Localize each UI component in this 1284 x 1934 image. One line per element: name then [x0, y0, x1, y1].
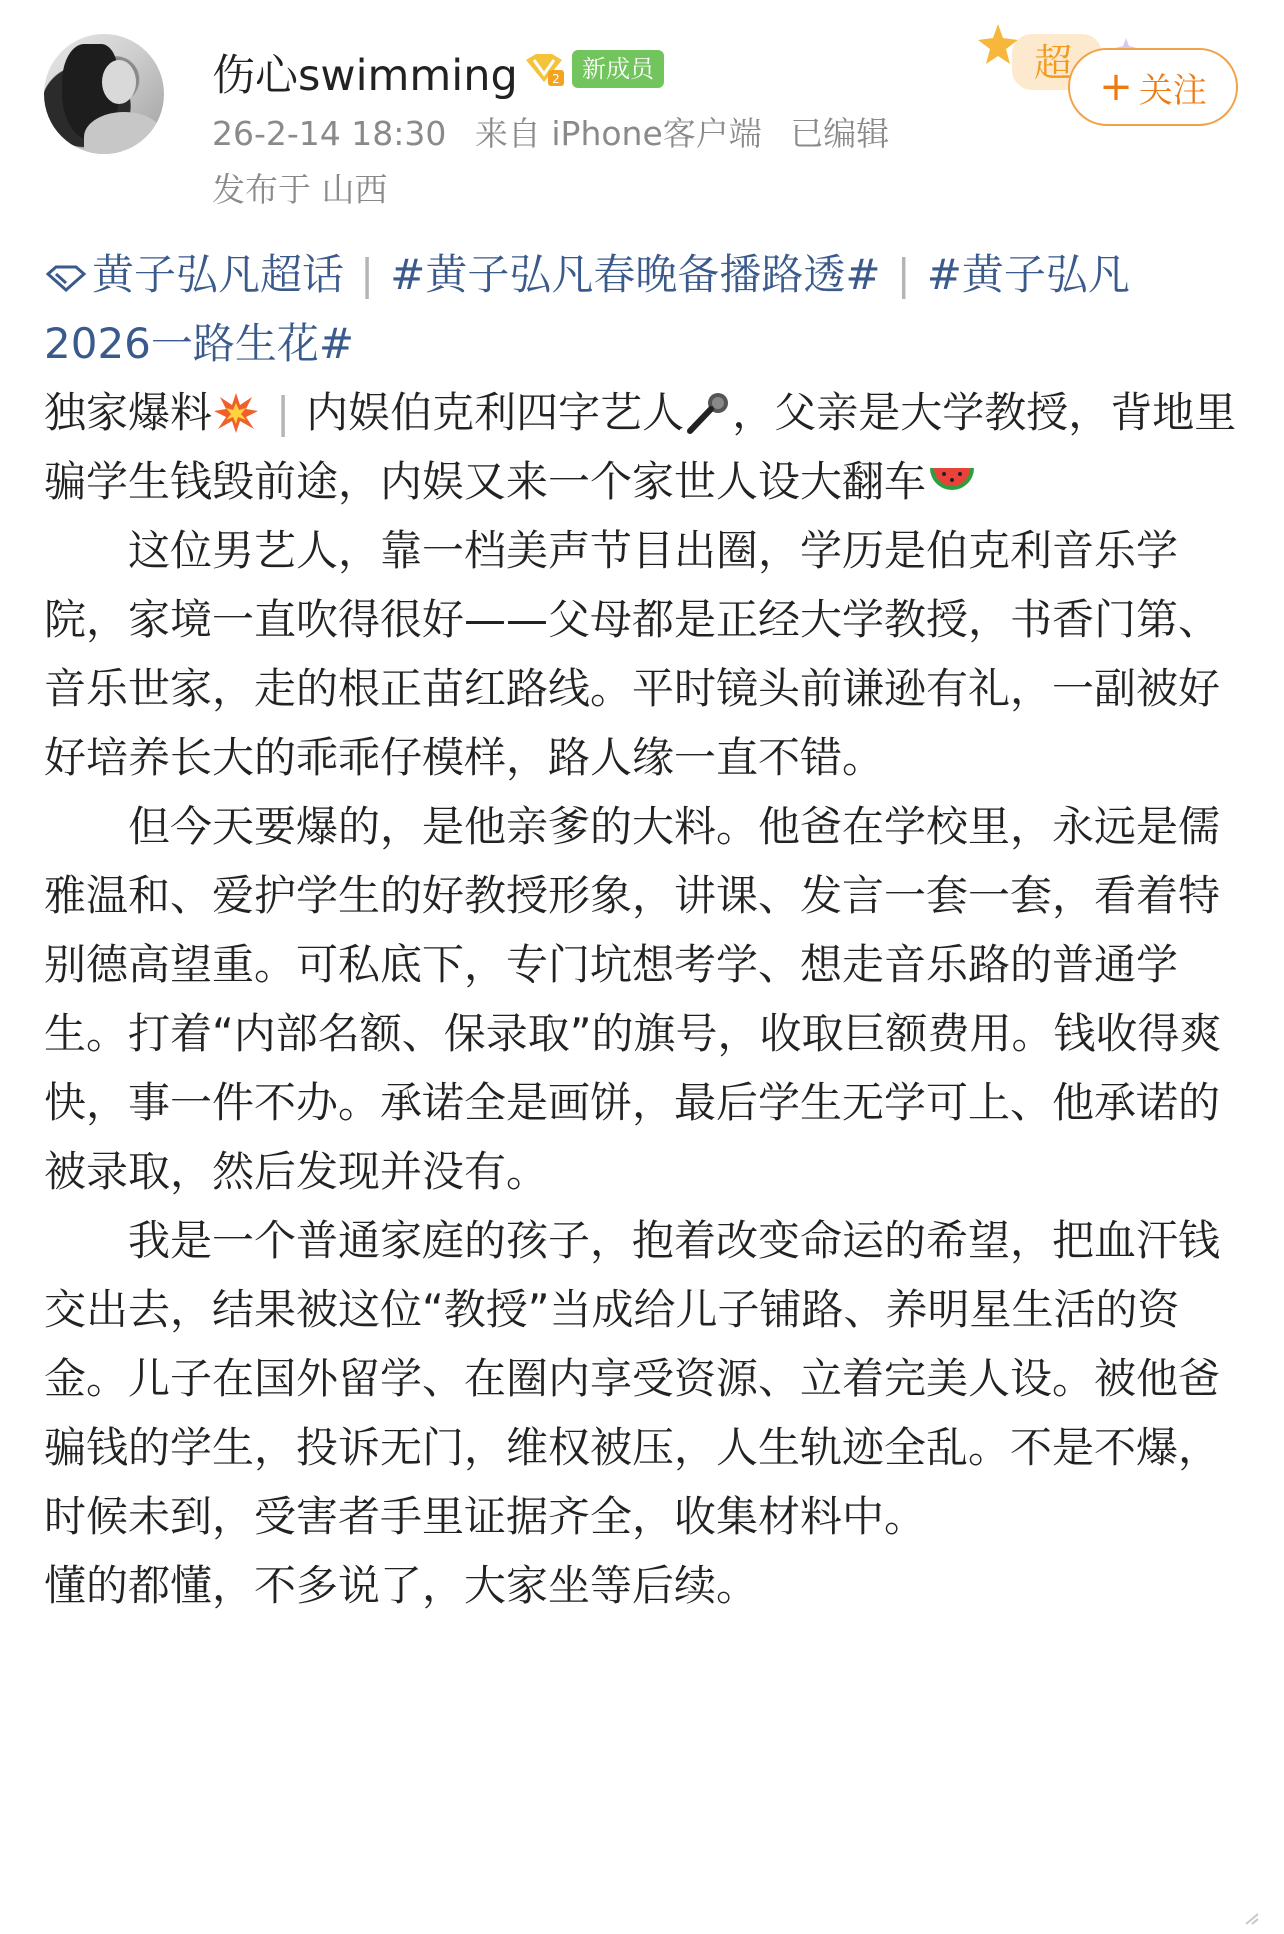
follow-button[interactable] [1068, 48, 1238, 126]
paragraph-3: 我是一个普通家庭的孩子，抱着改变命运的希望，把血汗钱交出去，结果被这位“教授”当成给儿子铺路、养明星生活的资金。儿子在国外留学、在圈内享受资源、立着完美人设。被他爸骗钱的学生，投诉无门，维权被压，人生轨迹全乱。不是不爆，时候未到，受害者手里证据齐全，收集材料中。 [44, 1216, 1221, 1541]
watermelon-emoji [926, 460, 978, 504]
svg-text:2: 2 [552, 72, 560, 86]
paragraph-1: 这位男艺人，靠一档美声节目出圈，学历是伯克利音乐学院，家境一直吹得很好——父母都是正经大学教授，书香门第、音乐世家，走的根正苗红路线。平时镜头前谦逊有礼，一副被好好培养长大的乖乖仔模样，路人缘一直不错。 [44, 526, 1221, 782]
post-location: 发布于 山西 [212, 170, 388, 209]
resize-grip-icon [1220, 1912, 1260, 1926]
topic-link-1[interactable]: #黄子弘凡春晚备播路透# [390, 250, 881, 299]
post-content [44, 240, 1244, 1620]
intro-text-b: 内娱伯克利四字艺人 [306, 388, 685, 437]
edited-label: 已编辑 [790, 114, 890, 153]
post-meta [212, 108, 907, 155]
paragraph-2: 但今天要爆的，是他亲爹的大料。他爸在学校里，永远是儒雅温和、爱护学生的好教授形象，讲课、发言一套一套，看着特别德高望重。可私底下，专门坑想考学、想走音乐路的普通学生。打着“内部名额、保录取”的旗号，收取巨额费用。钱收得爽快，事一件不办。承诺全是画饼，最后学生无学可上、他承诺的被录取，然后发现并没有。 [44, 802, 1222, 1196]
super-label: 超 [1034, 41, 1073, 85]
microphone-emoji [684, 391, 732, 435]
supertopic-link[interactable]: 黄子弘凡超话 [92, 250, 345, 299]
explosion-emoji [212, 391, 260, 435]
diamond-icon [44, 264, 88, 292]
topic-tags [44, 240, 1244, 378]
vip-icon [522, 52, 566, 88]
topic-link-2[interactable]: #黄子弘凡 2026一路生花# [44, 250, 1130, 368]
new-member-badge: 新成员 [572, 50, 664, 88]
separator: | [896, 250, 911, 299]
closing-line: 懂的都懂，不多说了，大家坐等后续。 [44, 1561, 759, 1610]
separator: | [276, 388, 291, 437]
follow-label: 关注 [1138, 70, 1207, 111]
post-timestamp: 26-2-14 18:30 [212, 114, 447, 153]
intro-text-a: 独家爆料 [44, 388, 213, 437]
separator: | [360, 250, 375, 299]
username[interactable]: 伤心swimming [212, 51, 518, 101]
post-source: 来自 iPhone客户端 [474, 114, 762, 153]
avatar[interactable] [44, 34, 164, 154]
intro-paragraph [44, 378, 1244, 516]
plus-icon: + [1099, 64, 1133, 110]
intro-text-c: ，父亲是大学教授，背地里骗学生钱毁前途，内娱又来一个家世人设大翻车 [44, 388, 1237, 506]
